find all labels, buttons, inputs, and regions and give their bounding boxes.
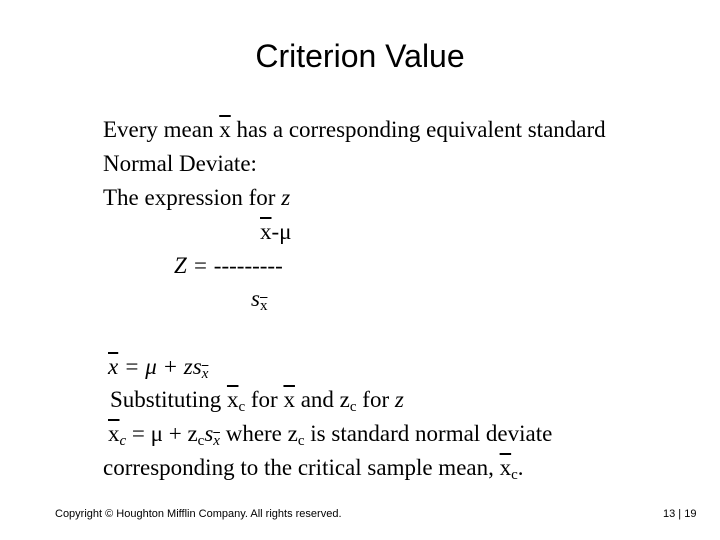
subscript-c: c — [349, 399, 357, 415]
x-bar: $\overline{x}$ — [499, 455, 512, 480]
body-line-1 — [103, 118, 606, 141]
text: is standard normal deviate — [304, 421, 553, 446]
text: and z — [294, 387, 350, 412]
x-bar: $\overline{x}$ — [226, 387, 239, 412]
footer-page-number: 13 | 19 — [663, 508, 697, 520]
subscript-c: c — [197, 433, 205, 449]
text: . — [517, 455, 524, 480]
text: = μ + z — [126, 421, 198, 446]
subscript-c: c — [297, 433, 305, 449]
text: has a corresponding equivalent standard — [230, 117, 606, 142]
slide-title: Criterion Value — [255, 38, 465, 74]
text: Every mean — [103, 117, 220, 142]
body-line-2: Normal Deviate: — [103, 151, 257, 176]
formula-denominator — [251, 286, 268, 314]
x-bar: $\overline{x}$ — [260, 219, 272, 244]
x-bar-subscript: x — [201, 366, 209, 382]
body-line-3 — [103, 186, 290, 209]
equation-critical — [108, 421, 553, 449]
footer-copyright: Copyright © Houghton Mifflin Company. All rights reserved. — [55, 508, 342, 520]
z-variable: z — [394, 387, 404, 412]
text: for — [245, 387, 284, 412]
z-variable: z — [281, 185, 291, 210]
formula-numerator — [260, 220, 292, 243]
s-variable: s — [251, 286, 260, 311]
text: -μ — [271, 219, 292, 244]
formula-lhs: Z = --------- — [174, 253, 283, 278]
text: corresponding to the critical sample mean, — [103, 455, 500, 480]
s-variable: s — [204, 421, 214, 446]
x-bar: $\overline{x}$ — [283, 387, 295, 412]
subscript-c: c — [511, 467, 518, 483]
x-bar-subscript: x — [213, 433, 220, 449]
x-bar: $\overline{x}$ — [219, 117, 231, 142]
equation-mean — [108, 354, 209, 382]
x-bar: $\overline{x}$ — [108, 354, 119, 379]
text: The expression for — [103, 185, 282, 210]
body-line-last — [103, 455, 524, 483]
x-bar-subscript: x — [259, 298, 268, 314]
text: where z — [219, 421, 298, 446]
x-bar: $\overline{x}$ — [108, 421, 120, 446]
subscript-c: c — [119, 433, 127, 449]
text: = μ + zs — [118, 354, 202, 379]
substitution-line — [110, 387, 404, 415]
text: for — [356, 387, 395, 412]
subscript-c: c — [238, 399, 246, 415]
text: Substituting — [110, 387, 227, 412]
